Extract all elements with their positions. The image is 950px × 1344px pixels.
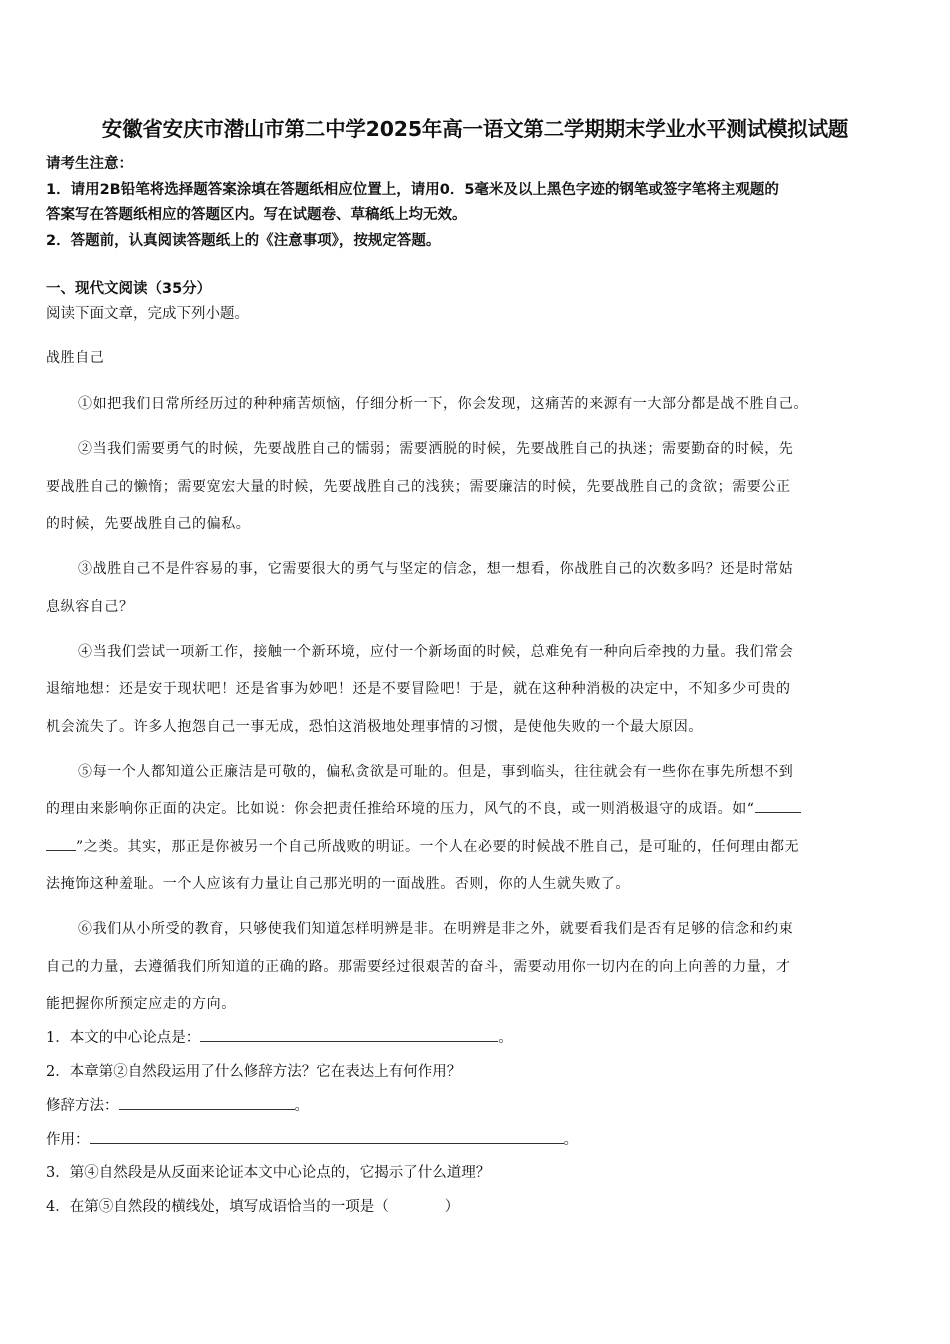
idiom-blank-part-2[interactable] <box>46 836 76 851</box>
section-instruction: 阅读下面文章，完成下列小题。 <box>46 306 249 322</box>
paragraph-5-line-3 <box>46 836 799 856</box>
paragraph-5-line-2 <box>46 798 801 818</box>
question-1-text: 1．本文的中心论点是： <box>46 1030 201 1046</box>
paragraph-6-line-1: ⑥我们从小所受的教育，只够使我们知道怎样明辨是非。在明辨是非之外，就要看我们是否有足够的信念和约束 <box>78 921 794 937</box>
question-2: 2．本章第②自然段运用了什么修辞方法？它在表达上有何作用？ <box>46 1064 462 1080</box>
question-1-end: 。 <box>498 1030 513 1046</box>
paragraph-4-line-2: 退缩地想：还是安于现状吧！还是省事为妙吧！还是不要冒险吧！于是，就在这种种消极的决定中，不知多少可贵的 <box>46 681 791 697</box>
paragraph-2-line-2: 要战胜自己的懒惰；需要宽宏大量的时候，先要战胜自己的浅狭；需要廉洁的时候，先要战胜自己的贪欲；需要公正 <box>46 479 791 495</box>
question-1 <box>46 1026 513 1047</box>
paragraph-5-line-3-text: ”之类。其实，那正是你被另一个自己所战败的明证。一个人在必要的时候战不胜自己，是可耻的，任何理由都无 <box>76 839 800 855</box>
paragraph-3-line-2: 息纵容自己？ <box>46 599 134 615</box>
question-2-effect-end: 。 <box>563 1132 578 1148</box>
question-2-effect-label: 作用： <box>46 1132 90 1148</box>
paragraph-1-line-1: ①如把我们日常所经历过的种种痛苦烦恼，仔细分析一下，你会发现，这痛苦的来源有一大部分都是战不胜自己。 <box>78 396 808 412</box>
question-2-method-label: 修辞方法： <box>46 1098 119 1114</box>
question-4 <box>46 1195 459 1216</box>
question-2-method-end: 。 <box>294 1098 309 1114</box>
paragraph-6-line-2: 自己的力量，去遵循我们所知道的正确的路。那需要经过很艰苦的奋斗，需要动用你一切内在的向上向善的力量，才 <box>46 959 791 975</box>
paragraph-5-line-2-text: 的理由来影响你正面的决定。比如说：你会把责任推给环境的压力，风气的不良，或一则消极退守的成语。如“ <box>46 801 755 817</box>
exam-title: 安徽省安庆市潜山市第二中学2025年高一语文第二学期期末学业水平测试模拟试题 <box>101 117 849 141</box>
question-2-effect <box>46 1128 578 1149</box>
notice-item-1-line-2: 答案写在答题纸相应的答题区内。写在试题卷、草稿纸上均无效。 <box>46 207 467 223</box>
question-4-end: ） <box>444 1199 460 1215</box>
article-title: 战胜自己 <box>46 350 105 366</box>
notice-heading: 请考生注意： <box>46 156 133 172</box>
question-2-method-blank[interactable] <box>119 1095 295 1110</box>
paragraph-3-line-1: ③战胜自己不是件容易的事，它需要很大的勇气与坚定的信念，想一想看，你战胜自己的次数多吗？还是时常姑 <box>78 561 794 577</box>
paragraph-4-line-3: 机会流失了。许多人抱怨自己一事无成，恐怕这消极地处理事情的习惯，是使他失败的一个最大原因。 <box>46 719 703 735</box>
paragraph-5-line-4: 法掩饰这种羞耻。一个人应该有力量让自己那光明的一面战胜。否则，你的人生就失败了。 <box>46 876 630 892</box>
question-2-method <box>46 1094 309 1115</box>
section-heading: 一、现代文阅读（35分） <box>46 281 212 297</box>
question-4-text: 4．在第⑤自然段的横线处，填写成语恰当的一项是（ <box>46 1199 389 1215</box>
idiom-blank-part-1[interactable] <box>755 798 801 813</box>
question-1-answer-blank[interactable] <box>200 1027 498 1042</box>
question-2-effect-blank[interactable] <box>90 1129 564 1144</box>
paragraph-2-line-1: ②当我们需要勇气的时候，先要战胜自己的懦弱；需要洒脱的时候，先要战胜自己的执迷；需要勤奋的时候，先 <box>78 441 794 457</box>
paragraph-2-line-3: 的时候，先要战胜自己的偏私。 <box>46 516 251 532</box>
question-3: 3．第④自然段是从反面来论证本文中心论点的，它揭示了什么道理？ <box>46 1165 491 1181</box>
notice-item-1-line-1: 1．请用2B铅笔将选择题答案涂填在答题纸相应位置上，请用0．5毫米及以上黑色字迹的钢笔或签字笔将主观题的 <box>46 182 779 198</box>
paragraph-5-line-1: ⑤每一个人都知道公正廉洁是可敬的，偏私贪欲是可耻的。但是，事到临头，往往就会有一些你在事先所想不到 <box>78 764 794 780</box>
paragraph-6-line-3: 能把握你所预定应走的方向。 <box>46 996 236 1012</box>
paragraph-4-line-1: ④当我们尝试一项新工作，接触一个新环境，应付一个新场面的时候，总难免有一种向后牵拽的力量。我们常会 <box>78 644 794 660</box>
notice-item-2: 2．答题前，认真阅读答题纸上的《注意事项》，按规定答题。 <box>46 233 441 249</box>
